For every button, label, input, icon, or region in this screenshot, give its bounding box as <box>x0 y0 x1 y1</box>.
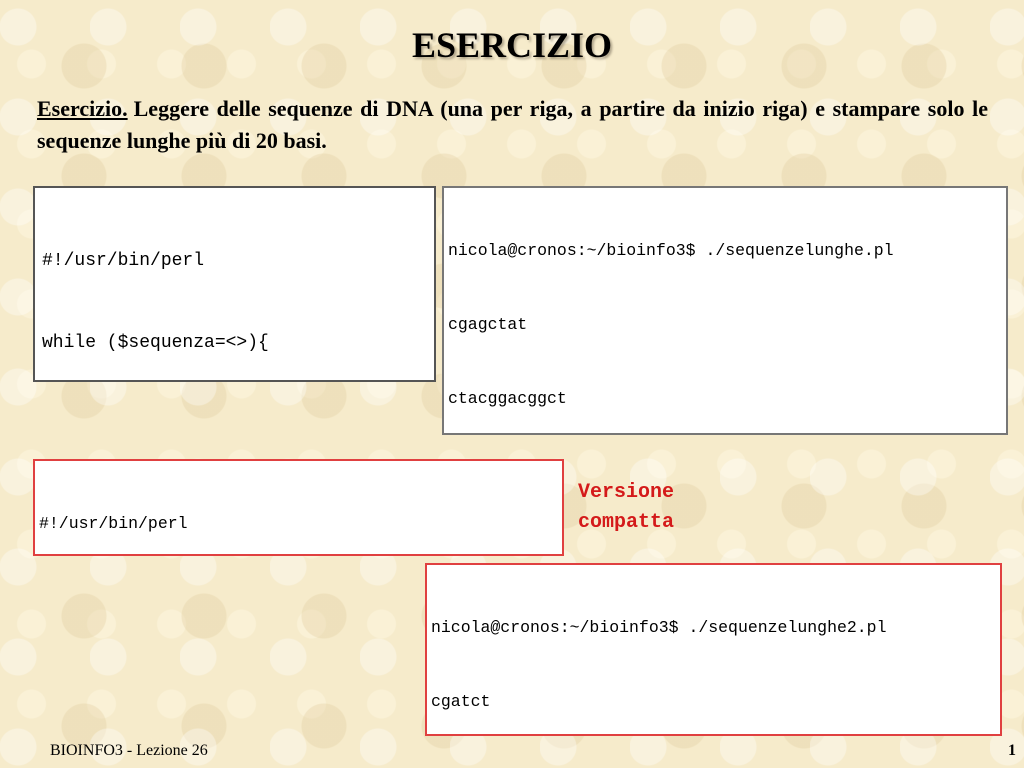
exercise-label: Esercizio. <box>37 96 128 121</box>
terminal-output-1 <box>442 186 1008 435</box>
code-line: while ($sequenza=<>){ <box>42 333 269 354</box>
terminal-line: ctacggacggct <box>448 388 567 408</box>
terminal-output-2 <box>425 563 1002 736</box>
slide-title: ESERCIZIO <box>411 25 613 65</box>
code-line: #!/usr/bin/perl <box>39 514 188 533</box>
perl-code-long <box>33 186 436 382</box>
code-line: #!/usr/bin/perl <box>42 251 205 272</box>
exercise-text: Leggere delle sequenze di DNA (una per riga, a partire da inizio riga) e stampare solo le sequenze lunghe più di 20 basi. <box>37 96 988 153</box>
perl-code-compact <box>33 459 564 556</box>
terminal-line: cgatct <box>431 691 491 711</box>
exercise-description <box>37 93 988 157</box>
terminal-line: cgagctat <box>448 314 528 334</box>
compact-version-label: Versione compatta <box>578 481 675 534</box>
footer-course-label: BIOINFO3 - Lezione 26 <box>50 742 208 759</box>
terminal-line: nicola@cronos:~/bioinfo3$ ./sequenzelunghe2.pl <box>431 618 887 638</box>
terminal-line: nicola@cronos:~/bioinfo3$ ./sequenzelunghe.pl <box>448 241 894 261</box>
slide-number: 1 <box>1008 742 1016 759</box>
